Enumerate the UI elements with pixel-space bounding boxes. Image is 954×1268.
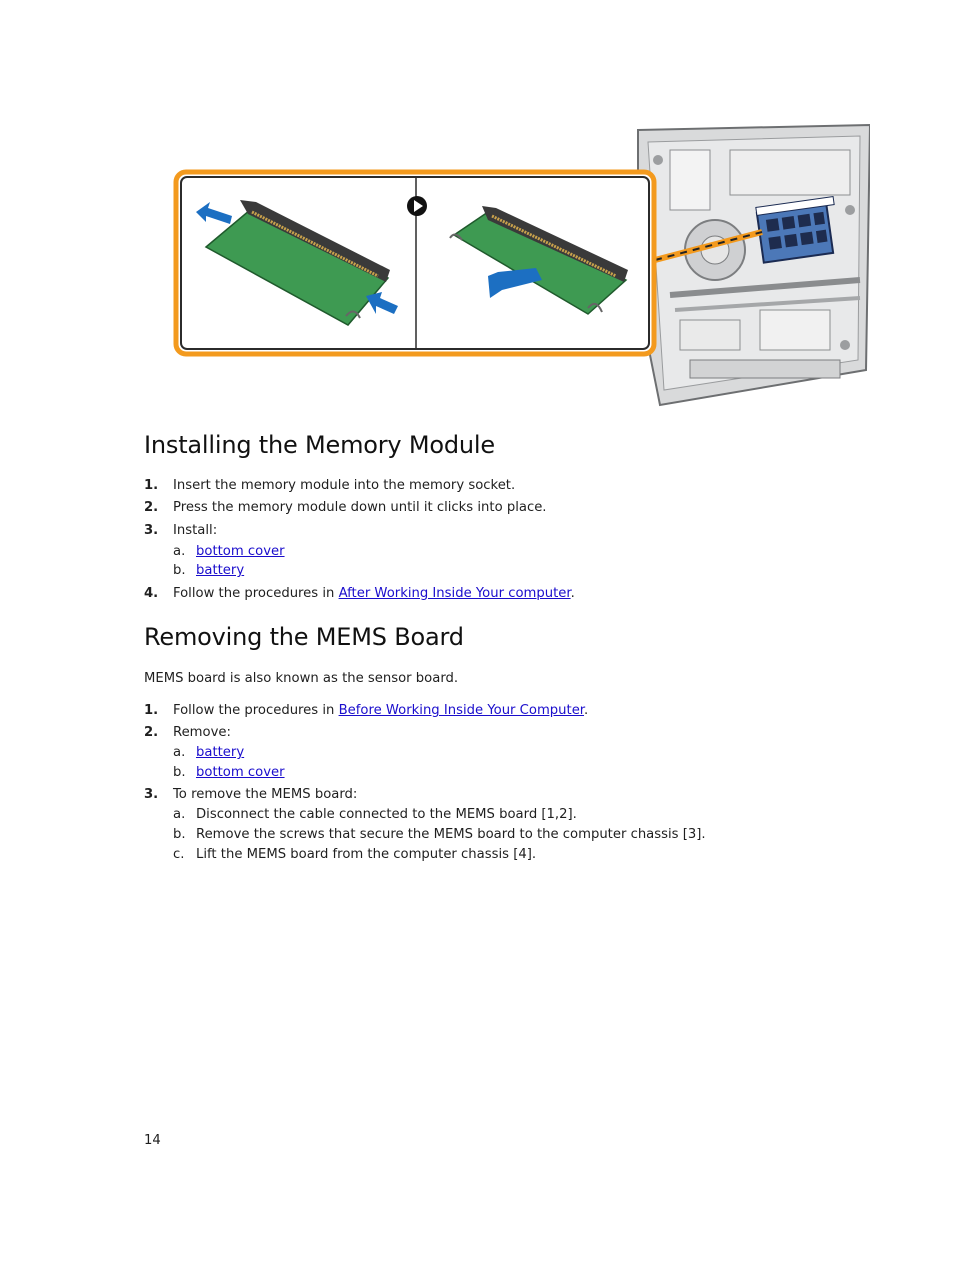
step-text: Follow the procedures in [173, 703, 339, 718]
step-number: 2. [144, 500, 159, 515]
sub-letter: a. [173, 745, 186, 760]
step-text: Install: [173, 523, 218, 538]
sub-list-item [173, 745, 706, 765]
step-number: 3. [144, 523, 159, 538]
sub-list [173, 544, 575, 586]
sub-letter: a. [173, 807, 186, 822]
sub-list-item [173, 765, 706, 787]
sub-list-item [173, 807, 706, 827]
step-number: 1. [144, 703, 159, 718]
sub-list-item [173, 563, 575, 586]
before-working-inside-link[interactable]: Before Working Inside Your Computer [338, 703, 585, 718]
list-item [144, 725, 706, 787]
step-text: To remove the MEMS board: [173, 787, 358, 802]
list-item [144, 703, 706, 725]
section-title-removing-mems: Removing the MEMS Board [144, 623, 464, 651]
after-working-inside-link[interactable]: After Working Inside Your computer [338, 586, 571, 601]
step-text: Remove: [173, 725, 231, 740]
list-item [144, 787, 706, 867]
sub-list [173, 807, 706, 867]
step-number: 4. [144, 586, 159, 601]
step-text-end: . [584, 703, 589, 718]
step-number: 1. [144, 478, 159, 493]
bottom-cover-link[interactable]: bottom cover [196, 765, 285, 780]
sub-list-item [173, 544, 575, 563]
list-item [144, 586, 575, 601]
step-number: 3. [144, 787, 159, 802]
sub-list [173, 745, 706, 787]
laptop-chassis-image [638, 125, 870, 405]
installing-steps-list [144, 478, 575, 601]
sub-letter: b. [173, 827, 186, 842]
sub-text: Disconnect the cable connected to the MEMS board [1,2]. [196, 807, 577, 822]
list-item [144, 523, 575, 586]
list-item [144, 500, 575, 523]
step-number: 2. [144, 725, 159, 740]
sub-text: Remove the screws that secure the MEMS board to the computer chassis [3]. [196, 827, 706, 842]
sub-list-item [173, 827, 706, 847]
section-title-installing-memory: Installing the Memory Module [144, 431, 495, 459]
list-item [144, 478, 575, 500]
sub-letter: c. [173, 847, 185, 862]
step-text: Insert the memory module into the memory socket. [173, 478, 516, 493]
sub-list-item [173, 847, 706, 867]
sub-letter: a. [173, 544, 186, 559]
bottom-cover-link[interactable]: bottom cover [196, 544, 285, 559]
memory-module-illustration [170, 120, 870, 410]
mems-intro-text: MEMS board is also known as the sensor board. [144, 671, 459, 686]
sub-text: Lift the MEMS board from the computer chassis [4]. [196, 847, 537, 862]
step-text: Press the memory module down until it clicks into place. [173, 500, 547, 515]
page-number: 14 [144, 1133, 161, 1148]
removing-steps-list [144, 703, 706, 867]
battery-link[interactable]: battery [196, 745, 245, 760]
sub-letter: b. [173, 765, 186, 780]
sub-letter: b. [173, 563, 186, 578]
battery-link[interactable]: battery [196, 563, 245, 578]
step-text: Follow the procedures in [173, 586, 339, 601]
step-text-end: . [570, 586, 575, 601]
